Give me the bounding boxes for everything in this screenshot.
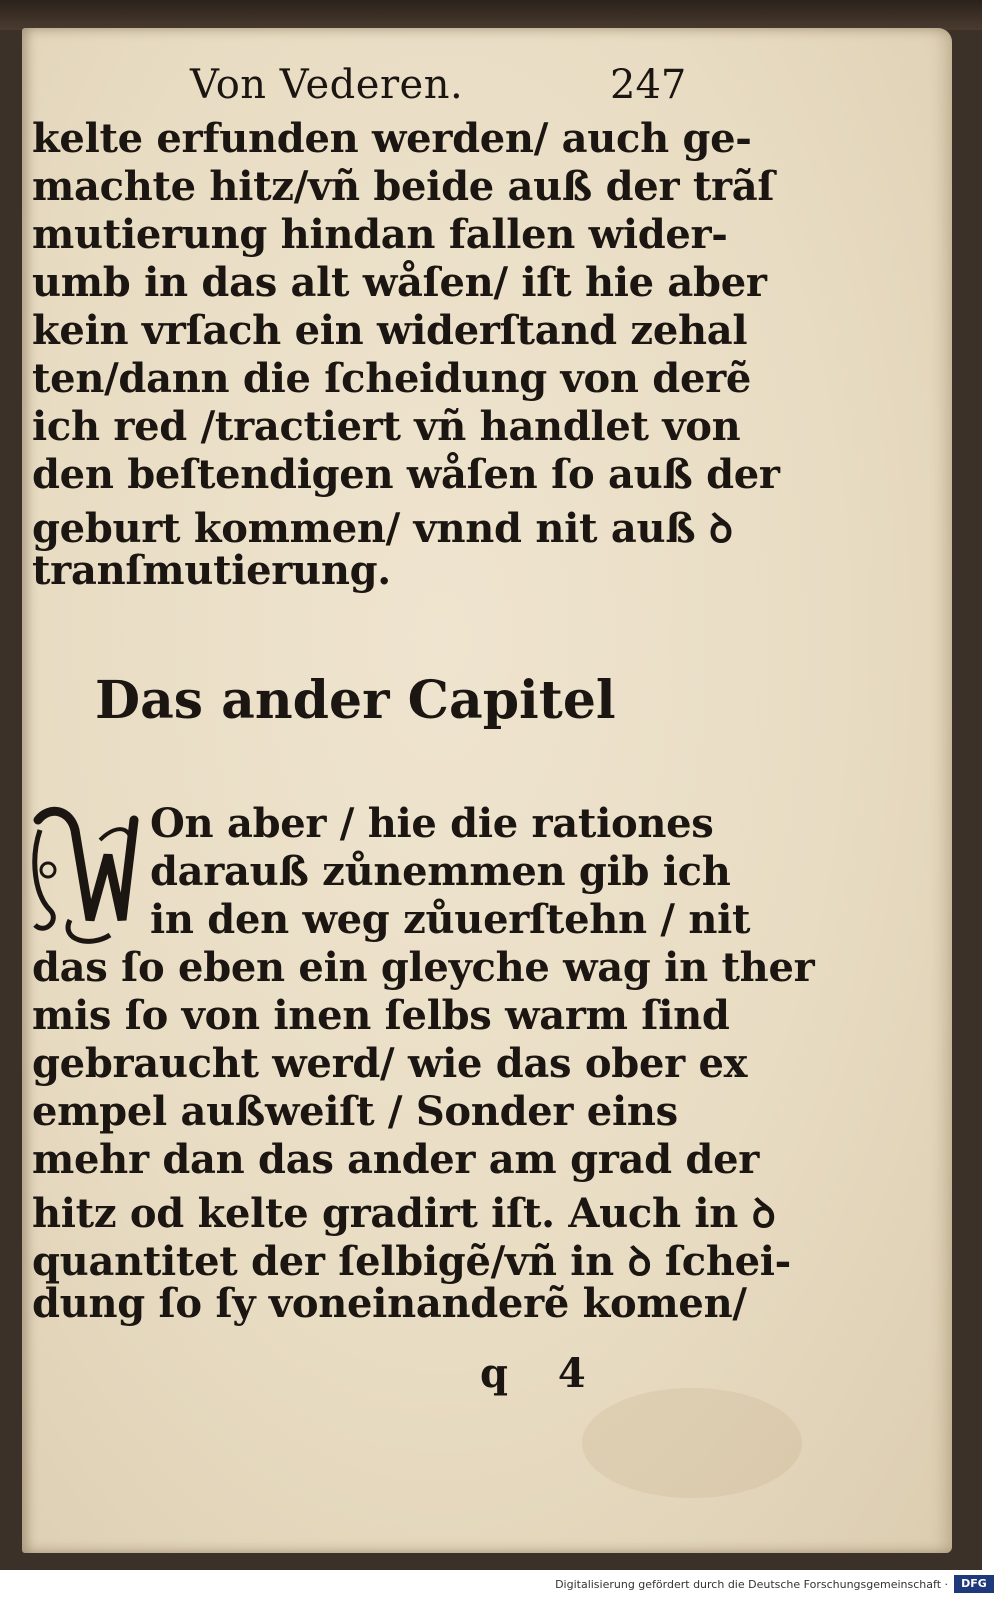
text-line: ten/dann die ſcheidung von derẽ <box>32 355 752 402</box>
paper-stain <box>582 1388 802 1498</box>
chapter-heading: Das ander Capitel <box>95 670 616 731</box>
text-line: On aber / hie die rationes <box>150 800 714 847</box>
text-line: dung ſo ſy voneinanderẽ komen/ <box>32 1280 747 1327</box>
text-line: tranſmutierung. <box>32 547 391 594</box>
text-line: in den weg zůuerſtehn / nit <box>150 896 751 943</box>
text-line: hitz od kelte gradirt iſt. Auch in ꝺ <box>32 1190 776 1237</box>
text-line: kein vrſach ein widerſtand zehal <box>32 307 748 354</box>
text-line: mutierung hindan fallen wider‑ <box>32 211 728 258</box>
text-line: gebraucht werd/ wie das ober ex <box>32 1040 748 1087</box>
signature-mark: q 4 <box>480 1350 604 1397</box>
decorated-initial-letter <box>30 800 140 950</box>
text-line: mehr dan das ander am grad der <box>32 1136 760 1183</box>
text-line: ich red /tractiert vñ handlet von <box>32 403 741 450</box>
text-line: quantitet der ſelbigẽ/vñ in ꝺ ſchei‑ <box>32 1238 791 1285</box>
text-line: geburt kommen/ vnnd nit auß ꝺ <box>32 505 733 552</box>
text-line: den beſtendigen wåſen ſo auß der <box>32 451 780 498</box>
text-line: empel außweiſt / Sonder eins <box>32 1088 678 1135</box>
text-line: umb in das alt wåſen/ iſt hie aber <box>32 259 767 306</box>
page-number: 247 <box>610 62 687 108</box>
digitization-footer <box>0 1572 1000 1599</box>
dfg-logo: DFG <box>954 1575 994 1593</box>
funding-credit: Digitalisierung gefördert durch die Deutsche Forschungsgemeinschaft · <box>555 1578 948 1591</box>
text-line: darauß zůnemmen gib ich <box>150 848 731 895</box>
running-header-title: Von Vederen. <box>190 62 464 108</box>
book-binding-edge <box>0 0 982 30</box>
text-line: kelte erfunden werden/ auch ge‑ <box>32 115 752 162</box>
text-line: machte hitz/vñ beide auß der trãſ <box>32 163 775 210</box>
text-line: das ſo eben ein gleyche wag in ther <box>32 944 815 991</box>
text-line: mis ſo von inen ſelbs warm ſind <box>32 992 730 1039</box>
